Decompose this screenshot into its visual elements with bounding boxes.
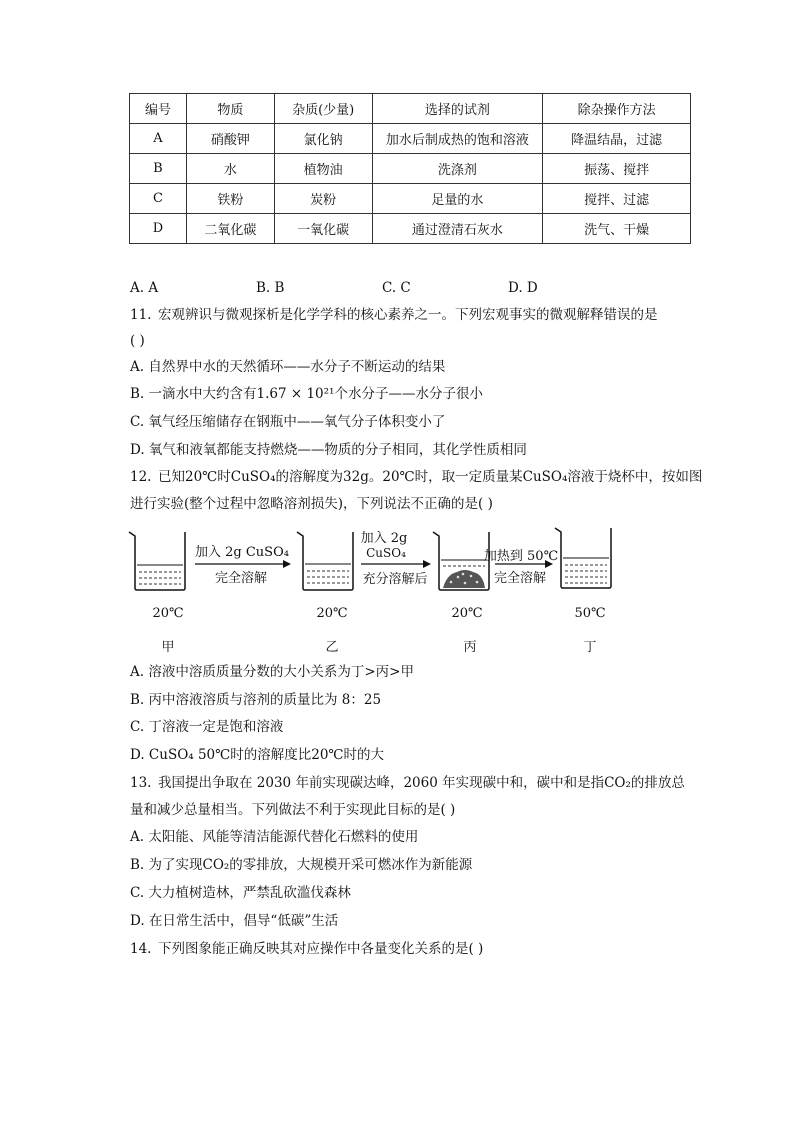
q13-option-c[interactable]: C. 大力植树造林，严禁乱砍滥伐森林 bbox=[130, 885, 351, 901]
step1-reagent-label: 加入 2g CuSO₄ bbox=[195, 545, 289, 560]
step2-reagent-label: 加入 2g bbox=[360, 531, 408, 546]
q11-option-d[interactable]: D. 氧气和液氧都能支持燃烧——物质的分子相同，其化学性质相同 bbox=[130, 442, 527, 458]
table-header-cell: 选择的试剂 bbox=[372, 94, 543, 124]
question-number: 14. bbox=[130, 941, 152, 957]
q12-stem-line2: 进行实验(整个过程中忽略溶剂损失)，下列说法不正确的是( ) bbox=[130, 496, 493, 512]
name-ding: 丁 bbox=[583, 640, 597, 655]
table-row bbox=[130, 214, 691, 244]
table-cell: 氯化钠 bbox=[274, 124, 372, 154]
question-number: 12. bbox=[130, 469, 152, 485]
table-cell: 炭粉 bbox=[274, 184, 372, 214]
table-cell: C bbox=[130, 184, 187, 214]
table-row bbox=[130, 184, 691, 214]
name-yi: 乙 bbox=[325, 640, 339, 655]
temp-yi: 20℃ bbox=[316, 606, 348, 621]
table-cell: D bbox=[130, 214, 187, 244]
q11-answer-paren: ( ) bbox=[130, 333, 145, 349]
temp-bing: 20℃ bbox=[451, 606, 483, 621]
name-bing: 丙 bbox=[463, 640, 477, 655]
step3-condition-label: 加热到 50℃ bbox=[483, 549, 559, 564]
table-cell: 硝酸钾 bbox=[186, 124, 274, 154]
q13-stem-line1 bbox=[130, 774, 685, 792]
question-text: 我国提出争取在 2030 年前实现碳达峰，2060 年实现碳中和，碳中和是指CO₂的排放总 bbox=[158, 775, 685, 791]
table-cell: 搅拌、过滤 bbox=[543, 184, 691, 214]
q12-option-a[interactable]: A. 溶液中溶质质量分数的大小关系为丁>丙>甲 bbox=[130, 664, 414, 680]
table-header-cell: 物质 bbox=[186, 94, 274, 124]
q12-stem-line1 bbox=[130, 468, 702, 486]
table-header-cell: 编号 bbox=[130, 94, 187, 124]
table-cell: 铁粉 bbox=[186, 184, 274, 214]
q13-stem-line2: 量和减少总量相当。下列做法不利于实现此目标的是( ) bbox=[130, 802, 456, 818]
table-header-cell: 杂质(少量) bbox=[274, 94, 372, 124]
table-row bbox=[130, 154, 691, 184]
temp-ding: 50℃ bbox=[574, 606, 606, 621]
step3-result-label: 完全溶解 bbox=[493, 571, 546, 586]
q10-choices bbox=[130, 279, 634, 297]
choice-a[interactable]: A. A bbox=[130, 280, 159, 296]
beaker-ding bbox=[555, 528, 611, 588]
table-cell: 植物油 bbox=[274, 154, 372, 184]
question-text: 宏观辨识与微观探析是化学学科的核心素养之一。下列宏观事实的微观解释错误的是 bbox=[158, 307, 658, 323]
step2-result-label: 充分溶解后 bbox=[362, 572, 428, 587]
table-cell: B bbox=[130, 154, 187, 184]
choice-d[interactable]: D. D bbox=[508, 280, 538, 296]
table-header-row bbox=[130, 94, 691, 124]
question-number: 11. bbox=[130, 307, 152, 323]
choice-b[interactable]: B. B bbox=[256, 280, 285, 296]
question-text: 下列图象能正确反映其对应操作中各量变化关系的是( ) bbox=[158, 941, 484, 957]
table-header-cell: 除杂操作方法 bbox=[543, 94, 691, 124]
table-cell: 加水后制成热的饱和溶液 bbox=[372, 124, 543, 154]
q13-option-b[interactable]: B. 为了实现CO₂的零排放，大规模开采可燃冰作为新能源 bbox=[130, 857, 473, 873]
q11-stem bbox=[130, 306, 658, 324]
table-cell: 洗涤剂 bbox=[372, 154, 543, 184]
table-cell: 洗气、干燥 bbox=[543, 214, 691, 244]
purification-table bbox=[129, 93, 691, 244]
table-cell: 通过澄清石灰水 bbox=[372, 214, 543, 244]
q11-option-c[interactable]: C. 氧气经压缩储存在钢瓶中——氧气分子体积变小了 bbox=[130, 414, 446, 430]
table-cell: A bbox=[130, 124, 187, 154]
table-cell: 降温结晶，过滤 bbox=[543, 124, 691, 154]
beaker-yi bbox=[297, 532, 353, 590]
table-cell: 足量的水 bbox=[372, 184, 543, 214]
temp-jia: 20℃ bbox=[152, 606, 184, 621]
choice-c[interactable]: C. C bbox=[382, 280, 411, 296]
table-row bbox=[130, 124, 691, 154]
q13-option-d[interactable]: D. 在日常生活中，倡导“低碳”生活 bbox=[130, 913, 339, 929]
q11-option-b[interactable]: B. 一滴水中大约含有1.67 × 10²¹个水分子——水分子很小 bbox=[130, 386, 483, 402]
q11-option-a[interactable]: A. 自然界中水的天然循环——水分子不断运动的结果 bbox=[130, 359, 446, 375]
table-cell: 一氧化碳 bbox=[274, 214, 372, 244]
beaker-experiment-diagram bbox=[125, 522, 625, 657]
question-number: 13. bbox=[130, 775, 152, 791]
table-cell: 水 bbox=[186, 154, 274, 184]
beaker-bing bbox=[433, 532, 489, 590]
step1-result-label: 完全溶解 bbox=[214, 571, 267, 586]
beaker-jia bbox=[129, 532, 185, 590]
q14-stem bbox=[130, 940, 483, 958]
q12-option-b[interactable]: B. 丙中溶液溶质与溶剂的质量比为 8：25 bbox=[130, 692, 382, 708]
q13-option-a[interactable]: A. 太阳能、风能等清洁能源代替化石燃料的使用 bbox=[130, 829, 419, 845]
table-cell: 振荡、搅拌 bbox=[543, 154, 691, 184]
name-jia: 甲 bbox=[161, 640, 175, 655]
table-cell: 二氧化碳 bbox=[186, 214, 274, 244]
q12-option-c[interactable]: C. 丁溶液一定是饱和溶液 bbox=[130, 719, 284, 735]
q12-option-d[interactable]: D. CuSO₄ 50℃时的溶解度比20℃时的大 bbox=[130, 747, 385, 763]
question-text: 已知20℃时CuSO₄的溶解度为32g。20℃时，取一定质量某CuSO₄溶液于烧杯中，按如图 bbox=[158, 469, 703, 485]
step2-reagent-formula: CuSO₄ bbox=[366, 546, 406, 560]
